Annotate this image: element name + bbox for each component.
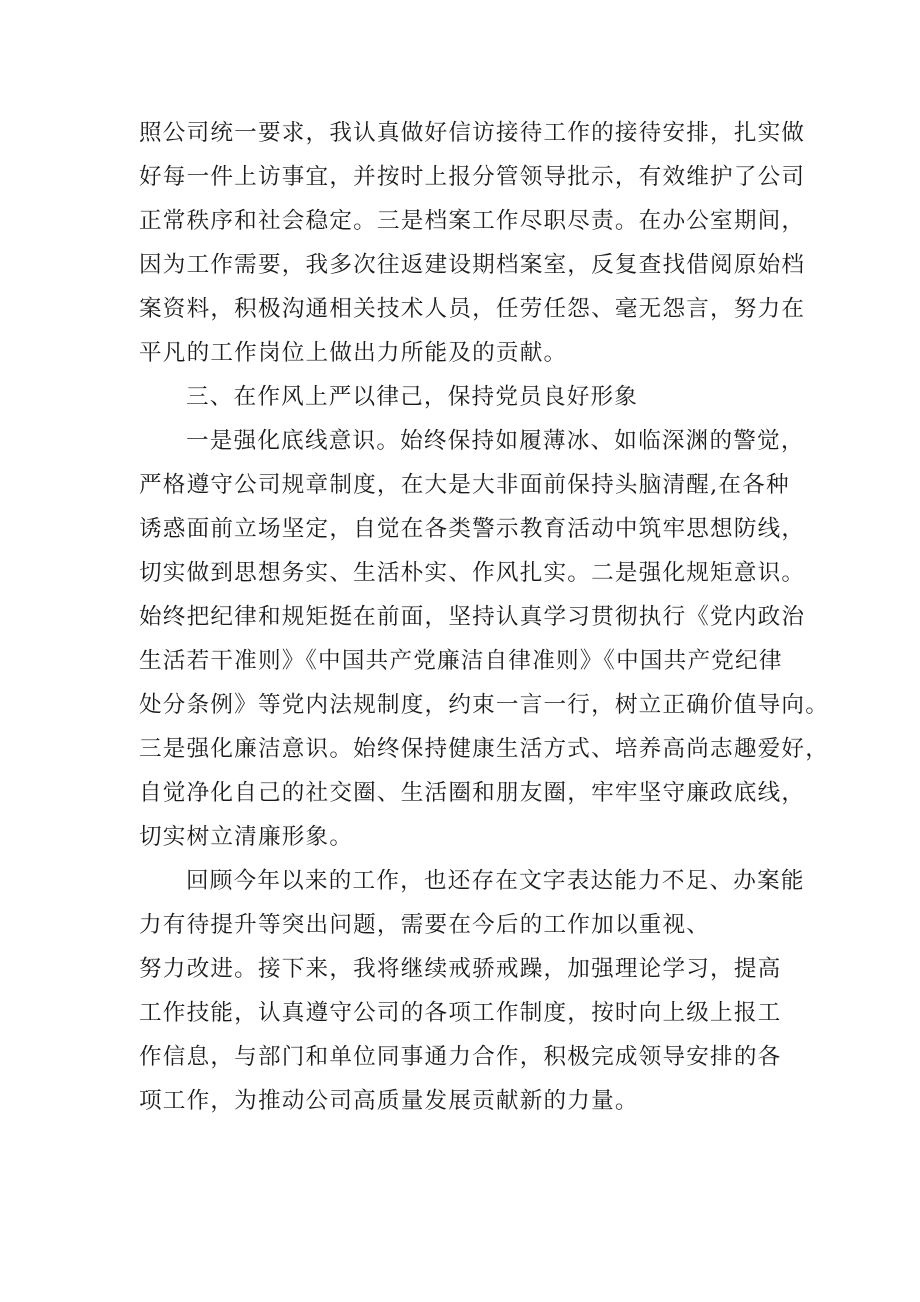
text-line-2: 好每一件上访事宜，并按时上报分管领导批示，有效维护了公司 — [139, 164, 806, 190]
text-line-15: 三是强化廉洁意识。始终保持健康生活方式、培养高尚志趣爱好， — [139, 736, 830, 762]
text-line-10: 诱惑面前立场坚定，自觉在各类警示教育活动中筑牢思想防线， — [139, 516, 806, 542]
text-line-5: 案资料，积极沟通相关技术人员，任劳任怨、毫无怨言，努力在 — [139, 296, 806, 322]
text-line-19: 力有待提升等突出问题，需要在今后的工作加以重视、 — [139, 912, 711, 938]
text-line-20: 努力改进。接下来，我将继续戒骄戒躁，加强理论学习，提高 — [139, 956, 782, 982]
text-line-16: 自觉净化自己的社交圈、生活圈和朋友圈，牢牢坚守廉政底线， — [139, 780, 806, 806]
text-line-18: 回顾今年以来的工作，也还存在文字表达能力不足、办案能 — [186, 868, 805, 894]
text-line-17: 切实树立清廉形象。 — [139, 824, 354, 850]
text-line-13: 生活若干准则》《中国共产党廉洁自律准则》《中国共产党纪律 — [139, 648, 783, 674]
text-line-8: 一是强化底线意识。始终保持如履薄冰、如临深渊的警觉， — [186, 428, 805, 454]
text-line-6: 平凡的工作岗位上做出力所能及的贡献。 — [139, 340, 568, 366]
text-line-11: 切实做到思想务实、生活朴实、作风扎实。二是强化规矩意识。 — [139, 560, 806, 586]
text-line-12: 始终把纪律和规矩挺在前面，坚持认真学习贯彻执行《党内政治 — [139, 604, 806, 630]
text-line-4: 因为工作需要，我多次往返建设期档案室，反复查找借阅原始档 — [139, 252, 806, 278]
text-line-9: 严格遵守公司规章制度，在大是大非面前保持头脑清醒,在各种 — [139, 472, 790, 498]
text-line-21: 工作技能，认真遵守公司的各项工作制度，按时向上级上报工 — [139, 1000, 782, 1026]
text-line-3: 正常秩序和社会稳定。三是档案工作尽职尽责。在办公室期间， — [139, 208, 806, 234]
text-line-23: 项工作，为推动公司高质量发展贡献新的力量。 — [139, 1088, 639, 1114]
text-line-14: 处分条例》等党内法规制度，约束一言一行，树立正确价值导向。 — [139, 692, 830, 718]
text-line-1: 照公司统一要求，我认真做好信访接待工作的接待安排，扎实做 — [139, 120, 806, 146]
text-line-22: 作信息，与部门和单位同事通力合作，积极完成领导安排的各 — [139, 1044, 782, 1070]
section-heading: 三、在作风上严以律己，保持党员良好形象 — [186, 384, 639, 410]
